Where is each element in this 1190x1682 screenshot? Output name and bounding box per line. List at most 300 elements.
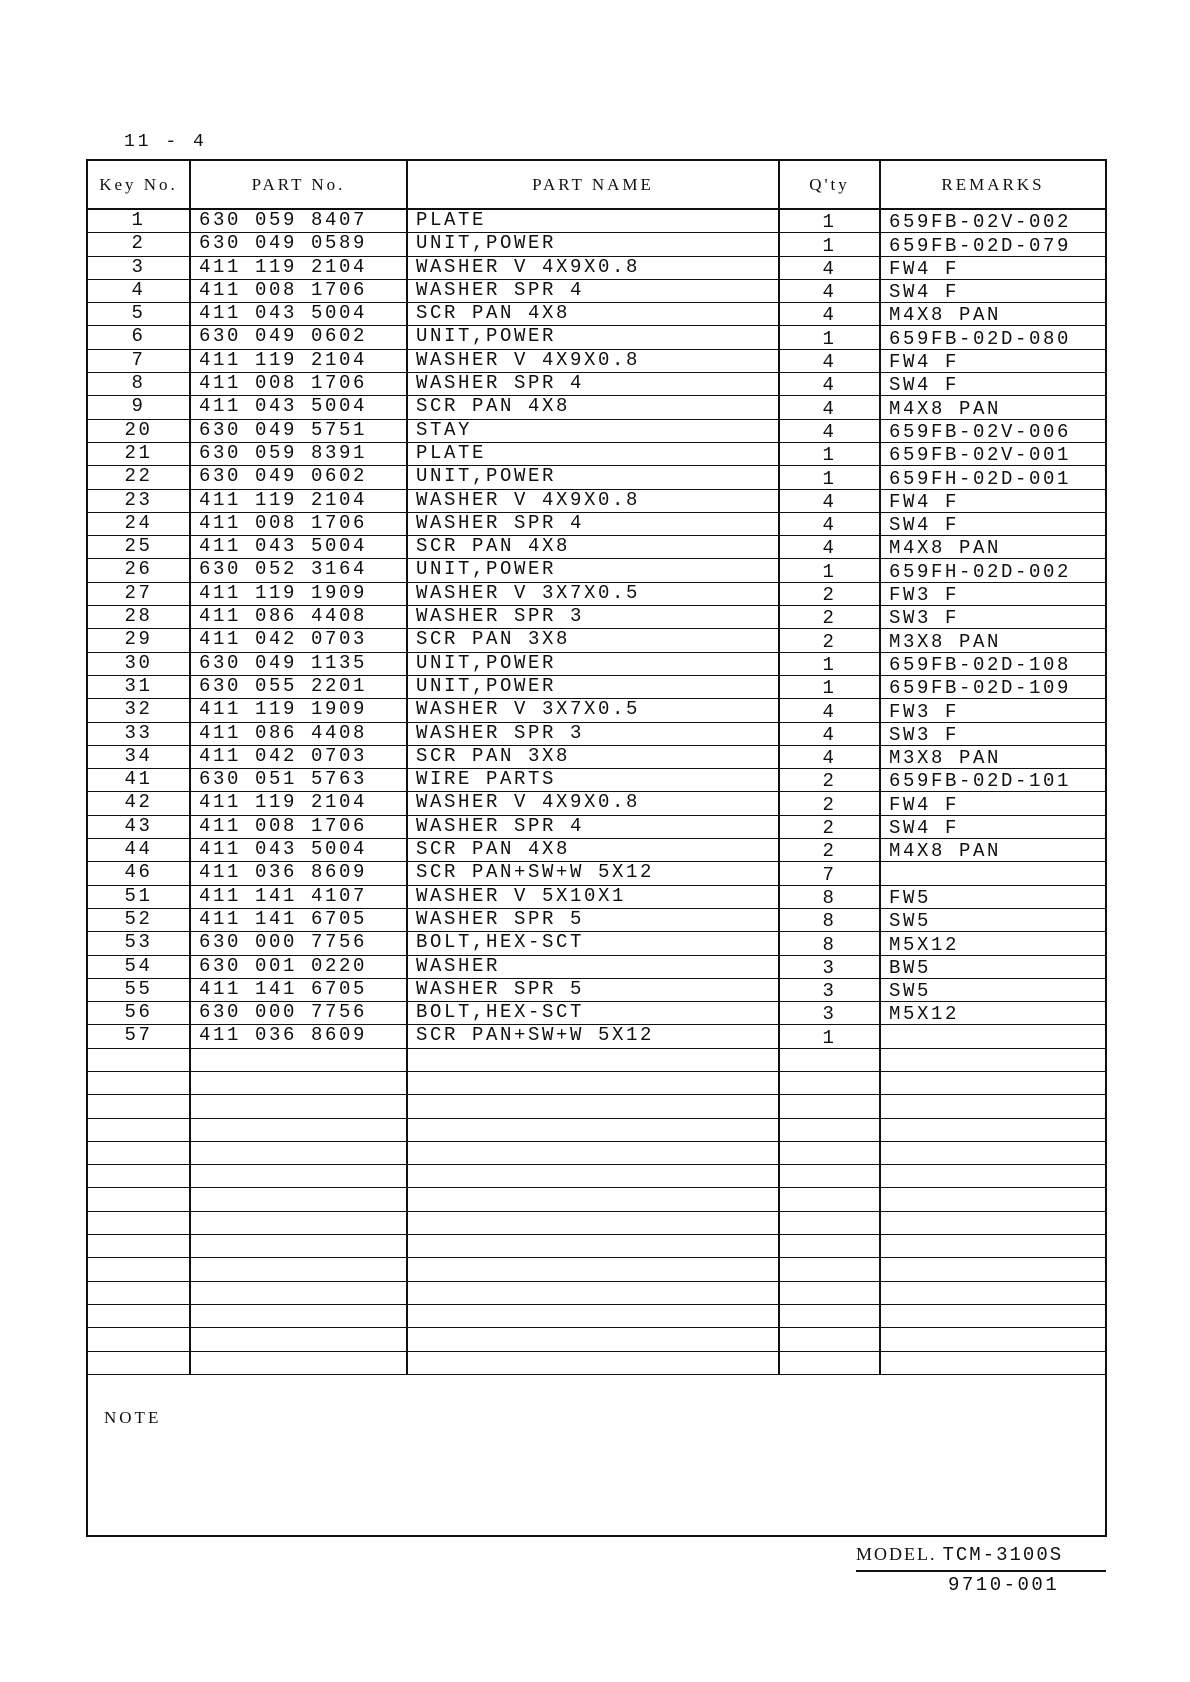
table-row [88,466,1105,489]
key-cell: 46 [88,862,190,885]
empty-cell [190,1235,407,1258]
key-cell: 7 [88,349,190,372]
remarks-cell: M5X12 [880,932,1105,955]
empty-cell [407,1328,779,1351]
document-number: 9710-001 [948,1574,1060,1596]
part-name-cell: UNIT,POWER [407,326,779,349]
remarks-cell [880,862,1105,885]
qty-cell: 8 [779,908,880,931]
part-no-cell: 630 051 5763 [190,769,407,792]
empty-cell [779,1328,880,1351]
qty-cell: 1 [779,233,880,256]
parts-table [88,161,1105,1375]
remarks-cell: 659FB-02D-109 [880,675,1105,698]
key-cell: 56 [88,1002,190,1025]
remarks-cell: FW5 [880,885,1105,908]
part-name-cell: WASHER V 4X9X0.8 [407,349,779,372]
remarks-cell: FW4 F [880,256,1105,279]
qty-cell: 7 [779,862,880,885]
part-no-cell: 411 086 4408 [190,722,407,745]
model-label: MODEL. [856,1544,937,1564]
empty-cell [407,1071,779,1094]
empty-cell [88,1351,190,1374]
key-cell: 33 [88,722,190,745]
key-cell: 53 [88,932,190,955]
empty-table-row [88,1141,1105,1164]
remarks-cell: 659FH-02D-001 [880,466,1105,489]
part-name-cell: WASHER SPR 4 [407,279,779,302]
empty-cell [880,1304,1105,1327]
empty-table-row [88,1071,1105,1094]
header-part-name: PART NAME [407,161,779,209]
part-name-cell: PLATE [407,209,779,233]
remarks-cell: FW4 F [880,489,1105,512]
part-name-cell: UNIT,POWER [407,675,779,698]
model-number: TCM-3100S [942,1544,1064,1566]
qty-cell: 4 [779,419,880,442]
remarks-cell: 659FB-02V-006 [880,419,1105,442]
part-no-cell: 411 141 6705 [190,978,407,1001]
table-row [88,419,1105,442]
empty-cell [779,1258,880,1281]
key-cell: 26 [88,559,190,582]
empty-table-row [88,1235,1105,1258]
qty-cell: 2 [779,792,880,815]
part-no-cell: 411 141 6705 [190,908,407,931]
table-row [88,233,1105,256]
table-row [88,839,1105,862]
part-name-cell: WIRE PARTS [407,769,779,792]
part-name-cell: WASHER V 4X9X0.8 [407,792,779,815]
empty-cell [88,1188,190,1211]
qty-cell: 3 [779,1002,880,1025]
remarks-cell: SW4 F [880,279,1105,302]
empty-cell [407,1351,779,1374]
table-row [88,745,1105,768]
empty-cell [880,1258,1105,1281]
empty-cell [407,1048,779,1071]
part-name-cell: UNIT,POWER [407,466,779,489]
table-row [88,792,1105,815]
empty-table-row [88,1095,1105,1118]
empty-cell [88,1281,190,1304]
part-name-cell: UNIT,POWER [407,559,779,582]
part-no-cell: 411 141 4107 [190,885,407,908]
empty-cell [190,1071,407,1094]
empty-table-row [88,1211,1105,1234]
empty-cell [88,1095,190,1118]
qty-cell: 4 [779,303,880,326]
part-name-cell: WASHER [407,955,779,978]
key-cell: 6 [88,326,190,349]
table-row [88,373,1105,396]
remarks-cell: FW3 F [880,582,1105,605]
part-name-cell: WASHER V 4X9X0.8 [407,256,779,279]
part-no-cell: 630 059 8391 [190,442,407,465]
part-no-cell: 630 049 0602 [190,466,407,489]
table-row [88,512,1105,535]
empty-cell [880,1281,1105,1304]
qty-cell: 4 [779,489,880,512]
part-no-cell: 411 119 2104 [190,349,407,372]
empty-cell [190,1165,407,1188]
part-no-cell: 411 119 2104 [190,489,407,512]
empty-cell [779,1165,880,1188]
table-row [88,279,1105,302]
qty-cell: 8 [779,885,880,908]
part-name-cell: UNIT,POWER [407,652,779,675]
empty-cell [880,1118,1105,1141]
key-cell: 32 [88,699,190,722]
part-no-cell: 411 042 0703 [190,629,407,652]
part-no-cell: 411 119 2104 [190,792,407,815]
empty-table-row [88,1351,1105,1374]
table-row [88,489,1105,512]
empty-cell [880,1141,1105,1164]
key-cell: 1 [88,209,190,233]
empty-cell [88,1211,190,1234]
remarks-cell: SW4 F [880,512,1105,535]
table-header-row [88,161,1105,209]
qty-cell: 1 [779,442,880,465]
key-cell: 5 [88,303,190,326]
part-name-cell: WASHER V 3X7X0.5 [407,699,779,722]
key-cell: 30 [88,652,190,675]
key-cell: 4 [88,279,190,302]
table-row [88,699,1105,722]
remarks-cell: M4X8 PAN [880,396,1105,419]
empty-cell [190,1258,407,1281]
table-row [88,559,1105,582]
part-no-cell: 630 000 7756 [190,1002,407,1025]
note-label: NOTE [104,1408,162,1427]
empty-table-row [88,1048,1105,1071]
empty-cell [779,1071,880,1094]
qty-cell: 4 [779,512,880,535]
part-name-cell: WASHER SPR 5 [407,978,779,1001]
empty-cell [880,1211,1105,1234]
key-cell: 44 [88,839,190,862]
table-row [88,955,1105,978]
qty-cell: 4 [779,722,880,745]
empty-table-row [88,1118,1105,1141]
empty-cell [779,1048,880,1071]
empty-cell [407,1304,779,1327]
qty-cell: 1 [779,652,880,675]
part-no-cell: 411 043 5004 [190,396,407,419]
part-no-cell: 630 049 0589 [190,233,407,256]
part-name-cell: WASHER SPR 4 [407,512,779,535]
empty-cell [407,1095,779,1118]
key-cell: 24 [88,512,190,535]
empty-cell [880,1328,1105,1351]
empty-cell [88,1141,190,1164]
page-number: 11 - 4 [124,132,207,152]
remarks-cell: 659FB-02V-002 [880,209,1105,233]
remarks-cell: BW5 [880,955,1105,978]
table-row [88,326,1105,349]
empty-cell [880,1048,1105,1071]
part-no-cell: 630 059 8407 [190,209,407,233]
part-name-cell: WASHER SPR 4 [407,815,779,838]
part-name-cell: WASHER SPR 5 [407,908,779,931]
qty-cell: 4 [779,396,880,419]
table-row [88,303,1105,326]
table-row [88,652,1105,675]
empty-cell [407,1211,779,1234]
empty-cell [880,1235,1105,1258]
part-name-cell: WASHER SPR 4 [407,373,779,396]
empty-cell [190,1351,407,1374]
key-cell: 52 [88,908,190,931]
table-row [88,1025,1105,1048]
table-row [88,582,1105,605]
part-no-cell: 411 043 5004 [190,536,407,559]
empty-cell [779,1351,880,1374]
qty-cell: 1 [779,675,880,698]
remarks-cell: SW5 [880,908,1105,931]
qty-cell: 2 [779,769,880,792]
empty-cell [88,1258,190,1281]
remarks-cell: M4X8 PAN [880,536,1105,559]
part-name-cell: SCR PAN 4X8 [407,303,779,326]
header-key-no: Key No. [88,161,190,209]
key-cell: 31 [88,675,190,698]
part-no-cell: 630 001 0220 [190,955,407,978]
table-row [88,932,1105,955]
table-row [88,1002,1105,1025]
table-row [88,536,1105,559]
table-row [88,396,1105,419]
empty-cell [190,1141,407,1164]
part-name-cell: UNIT,POWER [407,233,779,256]
key-cell: 29 [88,629,190,652]
empty-cell [779,1211,880,1234]
remarks-cell: M3X8 PAN [880,745,1105,768]
empty-cell [190,1118,407,1141]
key-cell: 55 [88,978,190,1001]
part-no-cell: 411 086 4408 [190,606,407,629]
part-name-cell: SCR PAN 4X8 [407,536,779,559]
remarks-cell: M4X8 PAN [880,303,1105,326]
key-cell: 3 [88,256,190,279]
model-line [856,1544,1106,1572]
empty-table-row [88,1328,1105,1351]
empty-cell [190,1211,407,1234]
remarks-cell: 659FB-02D-079 [880,233,1105,256]
qty-cell: 2 [779,839,880,862]
part-name-cell: WASHER SPR 3 [407,722,779,745]
key-cell: 41 [88,769,190,792]
qty-cell: 2 [779,606,880,629]
part-no-cell: 630 052 3164 [190,559,407,582]
empty-cell [779,1304,880,1327]
remarks-cell: SW4 F [880,815,1105,838]
qty-cell: 1 [779,559,880,582]
empty-cell [190,1095,407,1118]
empty-table-row [88,1258,1105,1281]
remarks-cell: 659FB-02D-108 [880,652,1105,675]
part-name-cell: WASHER V 5X10X1 [407,885,779,908]
empty-cell [880,1165,1105,1188]
table-row [88,256,1105,279]
key-cell: 8 [88,373,190,396]
empty-cell [190,1328,407,1351]
remarks-cell: M3X8 PAN [880,629,1105,652]
remarks-cell: FW4 F [880,349,1105,372]
part-no-cell: 630 049 5751 [190,419,407,442]
empty-cell [779,1118,880,1141]
key-cell: 42 [88,792,190,815]
key-cell: 28 [88,606,190,629]
part-no-cell: 411 119 2104 [190,256,407,279]
qty-cell: 2 [779,582,880,605]
empty-cell [880,1095,1105,1118]
part-no-cell: 411 043 5004 [190,303,407,326]
part-no-cell: 630 049 0602 [190,326,407,349]
remarks-cell: FW4 F [880,792,1105,815]
empty-cell [88,1304,190,1327]
qty-cell: 4 [779,536,880,559]
remarks-cell: SW5 [880,978,1105,1001]
remarks-cell [880,1025,1105,1048]
table-row [88,815,1105,838]
remarks-cell: SW4 F [880,373,1105,396]
part-no-cell: 630 049 1135 [190,652,407,675]
part-name-cell: SCR PAN 3X8 [407,745,779,768]
remarks-cell: 659FH-02D-002 [880,559,1105,582]
part-no-cell: 411 008 1706 [190,279,407,302]
key-cell: 2 [88,233,190,256]
qty-cell: 4 [779,349,880,372]
key-cell: 57 [88,1025,190,1048]
qty-cell: 1 [779,326,880,349]
key-cell: 25 [88,536,190,559]
empty-cell [190,1281,407,1304]
key-cell: 51 [88,885,190,908]
table-row [88,978,1105,1001]
key-cell: 54 [88,955,190,978]
part-no-cell: 411 119 1909 [190,582,407,605]
empty-table-row [88,1165,1105,1188]
key-cell: 23 [88,489,190,512]
empty-cell [407,1118,779,1141]
empty-cell [88,1048,190,1071]
table-row [88,885,1105,908]
table-row [88,862,1105,885]
remarks-cell: M5X12 [880,1002,1105,1025]
key-cell: 34 [88,745,190,768]
part-name-cell: SCR PAN+SW+W 5X12 [407,1025,779,1048]
empty-cell [190,1304,407,1327]
part-no-cell: 411 042 0703 [190,745,407,768]
key-cell: 22 [88,466,190,489]
remarks-cell: 659FB-02D-101 [880,769,1105,792]
table-row [88,606,1105,629]
empty-cell [880,1188,1105,1211]
table-row [88,349,1105,372]
qty-cell: 3 [779,978,880,1001]
header-part-no: PART No. [190,161,407,209]
part-no-cell: 411 043 5004 [190,839,407,862]
empty-cell [88,1328,190,1351]
table-row [88,442,1105,465]
part-name-cell: SCR PAN 4X8 [407,839,779,862]
table-row [88,209,1105,233]
empty-cell [779,1188,880,1211]
qty-cell: 3 [779,955,880,978]
qty-cell: 4 [779,279,880,302]
empty-cell [190,1048,407,1071]
qty-cell: 1 [779,209,880,233]
part-name-cell: PLATE [407,442,779,465]
part-name-cell: WASHER V 4X9X0.8 [407,489,779,512]
empty-cell [880,1351,1105,1374]
part-no-cell: 630 055 2201 [190,675,407,698]
parts-list-sheet [86,159,1107,1537]
empty-cell [779,1141,880,1164]
empty-cell [407,1281,779,1304]
empty-table-row [88,1188,1105,1211]
qty-cell: 1 [779,466,880,489]
part-name-cell: STAY [407,419,779,442]
empty-cell [779,1281,880,1304]
key-cell: 21 [88,442,190,465]
key-cell: 20 [88,419,190,442]
remarks-cell: M4X8 PAN [880,839,1105,862]
empty-cell [190,1188,407,1211]
empty-cell [88,1165,190,1188]
empty-cell [880,1071,1105,1094]
part-name-cell: BOLT,HEX-SCT [407,1002,779,1025]
part-name-cell: BOLT,HEX-SCT [407,932,779,955]
part-name-cell: SCR PAN 3X8 [407,629,779,652]
key-cell: 43 [88,815,190,838]
empty-cell [407,1235,779,1258]
part-name-cell: WASHER SPR 3 [407,606,779,629]
key-cell: 27 [88,582,190,605]
qty-cell: 4 [779,256,880,279]
qty-cell: 2 [779,815,880,838]
key-cell: 9 [88,396,190,419]
empty-cell [779,1095,880,1118]
part-no-cell: 411 036 8609 [190,1025,407,1048]
part-no-cell: 411 119 1909 [190,699,407,722]
part-no-cell: 411 008 1706 [190,512,407,535]
qty-cell: 4 [779,699,880,722]
table-row [88,769,1105,792]
empty-cell [88,1118,190,1141]
empty-cell [407,1141,779,1164]
empty-table-row [88,1281,1105,1304]
remarks-cell: 659FB-02D-080 [880,326,1105,349]
empty-cell [779,1235,880,1258]
empty-cell [88,1235,190,1258]
part-name-cell: SCR PAN+SW+W 5X12 [407,862,779,885]
qty-cell: 4 [779,745,880,768]
table-row [88,629,1105,652]
qty-cell: 2 [779,629,880,652]
empty-cell [88,1071,190,1094]
part-no-cell: 630 000 7756 [190,932,407,955]
remarks-cell: SW3 F [880,722,1105,745]
remarks-cell: SW3 F [880,606,1105,629]
part-name-cell: WASHER V 3X7X0.5 [407,582,779,605]
qty-cell: 4 [779,373,880,396]
header-qty: Q'ty [779,161,880,209]
part-no-cell: 411 008 1706 [190,373,407,396]
table-row [88,675,1105,698]
